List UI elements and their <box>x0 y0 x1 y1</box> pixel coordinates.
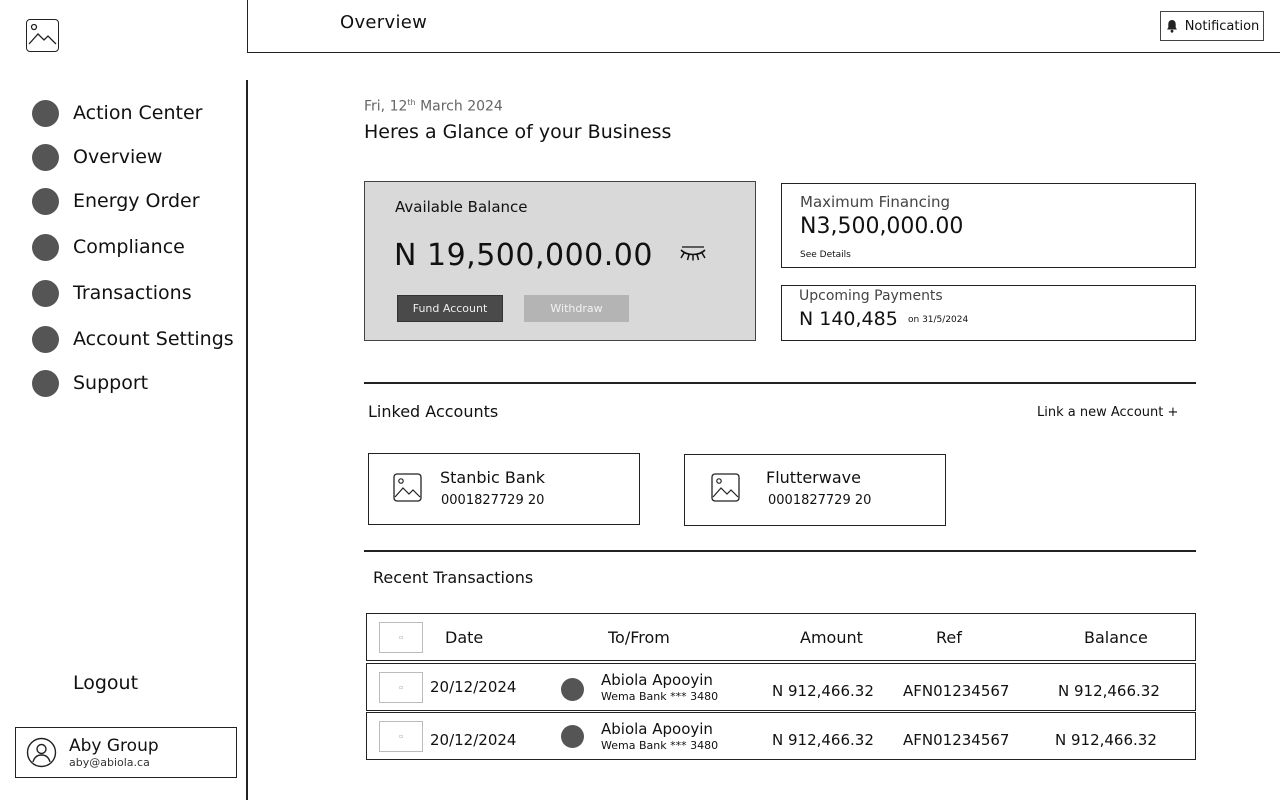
upcoming-date: on 31/5/2024 <box>908 315 969 325</box>
current-date <box>364 98 503 115</box>
page-title: Overview <box>340 12 428 33</box>
select-all-checkbox[interactable]: ▫ <box>379 622 423 653</box>
sidebar-item-label: Account Settings <box>73 328 234 350</box>
counterparty-name: Abiola Apooyin <box>601 720 713 738</box>
row-balance: N 912,466.32 <box>1055 731 1157 749</box>
linked-account-card-flutterwave[interactable] <box>684 454 946 526</box>
see-details-link[interactable]: See Details <box>800 250 851 260</box>
column-header-ref[interactable]: Ref <box>936 628 962 647</box>
row-ref: AFN01234567 <box>903 682 1010 700</box>
sidebar-item-overview[interactable] <box>32 142 162 172</box>
bell-icon <box>1165 19 1179 33</box>
upcoming-amount: N 140,485 <box>799 308 898 330</box>
account-name: Flutterwave <box>766 468 861 487</box>
column-header-date[interactable]: Date <box>445 628 484 647</box>
support-icon <box>32 370 59 397</box>
counterparty-name: Abiola Apooyin <box>601 671 713 689</box>
notification-label: Notification <box>1184 18 1260 34</box>
account-name: Stanbic Bank <box>440 468 546 487</box>
bank-logo-image-icon <box>711 473 740 502</box>
notification-button[interactable] <box>1160 11 1264 41</box>
upcoming-label: Upcoming Payments <box>799 288 943 304</box>
section-divider <box>364 382 1196 384</box>
transactions-icon <box>32 280 59 307</box>
row-amount: N 912,466.32 <box>772 731 874 749</box>
account-settings-icon <box>32 326 59 353</box>
date-day: Fri, 12 <box>364 98 408 115</box>
sidebar-divider <box>246 80 248 800</box>
row-checkbox[interactable]: ▫ <box>379 672 423 703</box>
counterparty-bank: Wema Bank *** 3480 <box>601 739 719 752</box>
column-header-amount[interactable]: Amount <box>800 628 863 647</box>
account-number: 0001827729 20 <box>441 493 545 508</box>
balance-label: Available Balance <box>395 198 528 216</box>
table-row[interactable] <box>366 712 1196 760</box>
financing-label: Maximum Financing <box>800 193 951 211</box>
sidebar-item-label: Action Center <box>73 102 203 124</box>
maximum-financing-card <box>781 183 1196 268</box>
image-placeholder-icon <box>27 20 57 50</box>
row-date: 20/12/2024 <box>430 678 517 696</box>
linked-account-card-stanbic[interactable] <box>368 453 640 525</box>
compliance-icon <box>32 234 59 261</box>
user-avatar-icon <box>26 737 57 768</box>
balance-amount: N 19,500,000.00 <box>394 238 653 273</box>
sidebar-item-label: Transactions <box>73 282 192 304</box>
greeting-title: Heres a Glance of your Business <box>364 121 672 143</box>
section-divider <box>364 550 1196 552</box>
account-number: 0001827729 20 <box>768 493 872 508</box>
logout-button[interactable]: Logout <box>73 672 139 694</box>
column-header-to-from[interactable]: To/From <box>608 628 670 647</box>
transactions-table-header <box>366 613 1196 661</box>
linked-accounts-title: Linked Accounts <box>368 402 499 421</box>
sidebar-item-compliance[interactable] <box>32 232 185 262</box>
action-center-icon <box>32 100 59 127</box>
column-header-balance[interactable]: Balance <box>1084 628 1148 647</box>
row-checkbox[interactable]: ▫ <box>379 721 423 752</box>
hide-balance-eye-icon[interactable] <box>678 244 708 262</box>
counterparty-avatar <box>561 678 584 701</box>
fund-account-button[interactable]: Fund Account <box>397 295 503 322</box>
withdraw-button[interactable]: Withdraw <box>524 295 629 322</box>
bank-logo-image-icon <box>393 473 422 502</box>
link-new-account-button[interactable]: Link a new Account + <box>1037 405 1179 420</box>
sidebar-item-account-settings[interactable] <box>32 324 234 354</box>
sidebar-item-label: Compliance <box>73 236 185 258</box>
available-balance-card <box>364 181 756 341</box>
sidebar-item-label: Energy Order <box>73 190 200 212</box>
sidebar-item-support[interactable] <box>32 368 148 398</box>
table-row[interactable] <box>366 663 1196 711</box>
sidebar-item-action-center[interactable] <box>32 98 203 128</box>
upcoming-payments-card <box>781 285 1196 341</box>
date-month-year: March 2024 <box>415 98 503 115</box>
sidebar-item-label: Support <box>73 372 149 394</box>
sidebar-item-label: Overview <box>73 146 163 168</box>
row-amount: N 912,466.32 <box>772 682 874 700</box>
user-email: aby@abiola.ca <box>69 755 150 769</box>
energy-order-icon <box>32 188 59 215</box>
user-name: Aby Group <box>69 735 159 756</box>
financing-amount: N3,500,000.00 <box>800 214 964 239</box>
row-balance: N 912,466.32 <box>1058 682 1160 700</box>
sidebar-item-transactions[interactable] <box>32 278 192 308</box>
counterparty-bank: Wema Bank *** 3480 <box>601 690 719 703</box>
sidebar-item-energy-order[interactable] <box>32 186 200 216</box>
row-date: 20/12/2024 <box>430 731 517 749</box>
counterparty-avatar <box>561 725 584 748</box>
date-ordinal: th <box>407 98 416 107</box>
row-ref: AFN01234567 <box>903 731 1010 749</box>
user-profile-card[interactable] <box>15 727 237 778</box>
recent-transactions-title: Recent Transactions <box>373 568 534 587</box>
overview-icon <box>32 144 59 171</box>
app-logo-image-icon[interactable] <box>26 19 59 52</box>
